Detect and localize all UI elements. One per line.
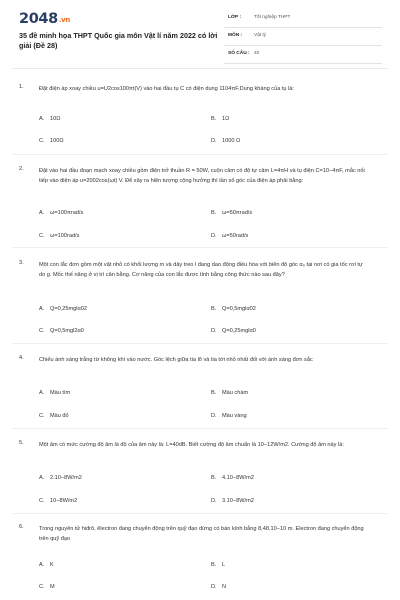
exam-meta-panel [224,12,382,66]
page-header [0,0,400,66]
option-b[interactable]: B. L [211,562,226,568]
option-b[interactable]: B. 1Ω [211,116,230,122]
question-divider [12,247,388,248]
option-a[interactable]: A. 2.10−8W/m2 [39,475,82,481]
site-logo[interactable] [19,11,70,27]
option-a[interactable]: A. 10Ω [39,116,61,122]
option-d[interactable]: D. 1000 Ω [211,138,241,144]
option-c[interactable]: C. Màu đỏ [39,413,69,419]
option-b[interactable]: B. Q=0,5mglα02 [211,306,256,312]
option-c[interactable]: C. M [39,584,55,590]
question-divider [12,343,388,344]
meta-row-class [224,12,382,28]
question-divider [12,513,388,514]
meta-row-count [224,48,382,64]
meta-value: 40 [254,51,260,56]
question-text: Đặt điện áp xoay chiều u=U2cos100πt(V) vào hai đầu tụ C có điện dung 1104πF.Dung kháng của tụ là: [39,86,294,92]
option-a[interactable]: A. Màu tím [39,390,71,396]
meta-key: LỚP : [228,15,242,20]
option-c[interactable]: C. ω=100rad/s [39,233,80,239]
option-d[interactable]: D. Q=0,25mglα0 [211,328,256,334]
question-number: 5. [19,440,24,446]
meta-value: Vật lý [254,33,266,38]
option-d[interactable]: D. ω=50rad/s [211,233,249,239]
meta-value: Tốt nghiệp THPT [254,15,291,20]
question-number: 6. [19,524,24,530]
question-divider [12,428,388,429]
question-text: Đặt vào hai đầu đoạn mạch xoay chiều gồm điện trở thuần R = 50W, cuộn cảm có độ tự cảm L=4πH và tụ điện C=10−4πF, mắc nối tiếp vào điện áp u=2002cos(ωt) V. Để xảy ra hiện tượng cộng hưởng thì tần số góc của điện áp phải bằng: [39,168,365,184]
option-b[interactable]: B. 4.10−8W/m2 [211,475,254,481]
option-a[interactable]: A. K [39,562,54,568]
option-a[interactable]: A. Q=0,25mglα02 [39,306,87,312]
question-number: 2. [19,166,24,172]
option-b[interactable]: B. Màu chàm [211,390,249,396]
question-text: Một âm có mức cường độ âm là độ của âm này là: L=40dB. Biết cường độ âm chuẩn là 10−12W/m2. Cường độ âm này là: [39,442,344,448]
header-divider [12,68,388,69]
option-d[interactable]: D. N [211,584,227,590]
question-number: 3. [19,260,24,266]
question-number: 1. [19,84,24,90]
logo-suffix: .vn [58,16,70,24]
option-b[interactable]: B. ω=50πrad/s [211,210,253,216]
option-c[interactable]: C. 100Ω [39,138,64,144]
question-divider [12,154,388,155]
meta-row-subject [224,30,382,46]
option-d[interactable]: D. Màu vàng [211,413,247,419]
option-a[interactable]: A. ω=100πrad/s [39,210,84,216]
option-c[interactable]: C. 10−8W/m2 [39,498,78,504]
meta-key: SỐ CÂU : [228,51,250,56]
meta-key: MÔN : [228,33,243,38]
logo-text: 2048 [19,11,58,27]
question-text: Một con lắc đơn gồm một vật nhỏ có khối lượng m và dây treo l đang dao động điều hòa với biên độ góc α₀ tại nơi có gia tốc rơi tự do g. Mốc thế năng ở vị trí cân bằng. Cơ năng của con lắc được tính bằng công thức nào sau đây? [39,262,363,278]
question-number: 4. [19,355,24,361]
option-c[interactable]: C. Q=0,5mgl2α0 [39,328,84,334]
question-text: Chiếu ánh sáng trắng từ không khí vào nước. Góc lệch giữa tia lõ và tia tới nhỏ nhất đối với ánh sáng đơn sắc [39,357,313,363]
question-text: Trong nguyên tử hiđrô, êlectron đang chuyển động trên quỹ đạo dừng có bán kính bằng 8,48.10−10 m. Electron đang chuyển động trên quỹ đạo [39,526,364,542]
option-d[interactable]: D. 3.10−8W/m2 [211,498,254,504]
page-title: 35 đề minh họa THPT Quốc gia môn Vật lí năm 2022 có lời giải (Đề 28) [19,31,218,50]
